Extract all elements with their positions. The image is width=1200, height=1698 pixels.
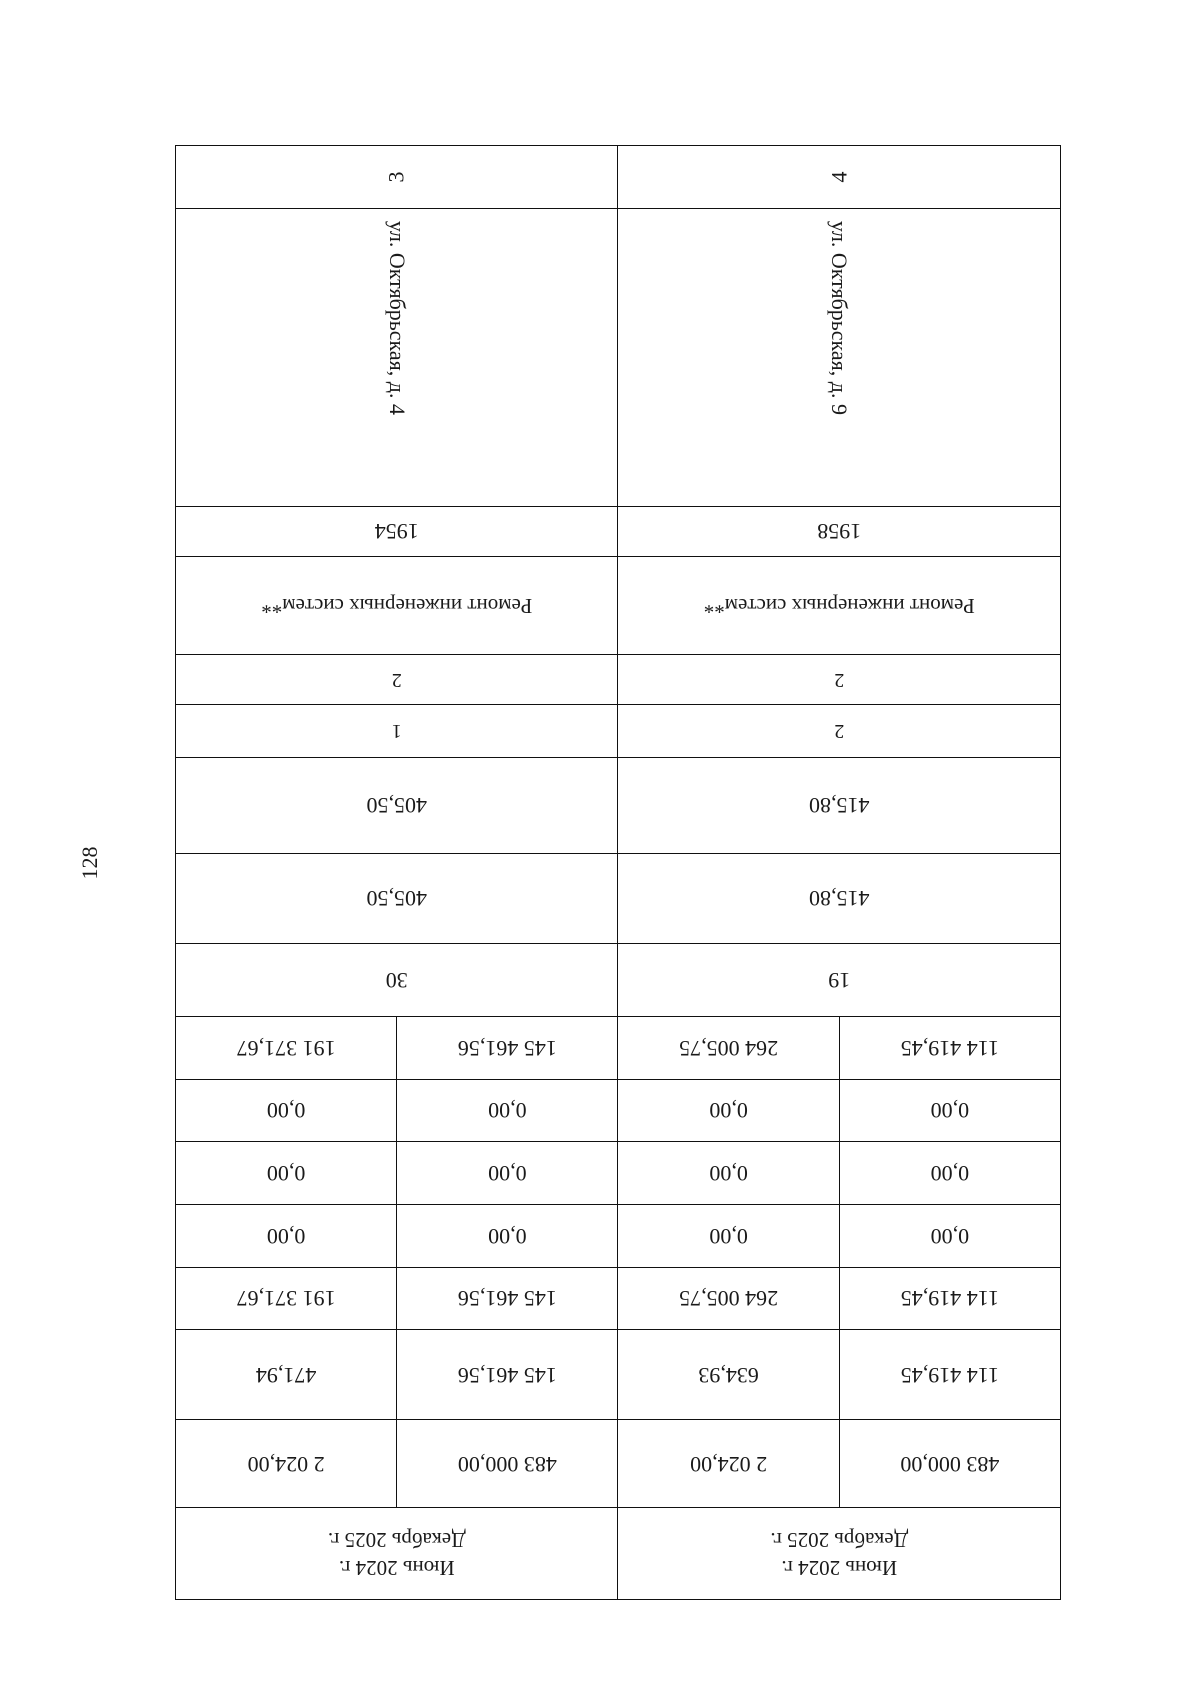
- value-cell: 264 005,75: [618, 1016, 839, 1079]
- period-row: [176, 1508, 1061, 1600]
- value-cell: 0,00: [176, 1204, 397, 1267]
- index-cell: 2: [176, 655, 619, 705]
- year-cell: 1958: [618, 506, 1061, 556]
- value-cell: 483 000,00: [397, 1420, 618, 1508]
- value-row-7: [176, 1420, 1061, 1508]
- value-cell: 0,00: [839, 1142, 1060, 1205]
- value-cell: 0,00: [397, 1079, 618, 1142]
- page-number: 128: [77, 846, 102, 880]
- address-cell: ул. Октябрьская, д. 4: [176, 208, 619, 506]
- count-row: [176, 943, 1061, 1016]
- address-cell: ул. Октябрьская, д. 9: [618, 208, 1061, 506]
- value-cell: 191 371,67: [176, 1267, 397, 1330]
- value-row-2: [176, 1079, 1061, 1142]
- area-cell: 415,80: [618, 757, 1061, 853]
- area-cell: 405,50: [176, 757, 619, 853]
- value-row-3: [176, 1142, 1061, 1205]
- value-row-6: [176, 1330, 1061, 1420]
- col-a-row: [176, 655, 1061, 705]
- value-row-5: [176, 1267, 1061, 1330]
- value-row-4: [176, 1204, 1061, 1267]
- value-cell: 0,00: [618, 1079, 839, 1142]
- area-row-1: [176, 757, 1061, 853]
- value-cell: 114 419,45: [839, 1016, 1060, 1079]
- value-cell: 264 005,75: [618, 1267, 839, 1330]
- value-cell: 114 419,45: [839, 1267, 1060, 1330]
- work-type-cell: Ремонт инженерных систем**: [618, 556, 1061, 654]
- value-cell: 471,94: [176, 1330, 397, 1420]
- work-type-cell: Ремонт инженерных систем**: [176, 556, 619, 654]
- index-cell: 2: [618, 655, 1061, 705]
- area-row-2: [176, 853, 1061, 943]
- value-cell: 2 024,00: [618, 1420, 839, 1508]
- rotated-table-container: [175, 145, 1061, 1600]
- area-cell: 405,50: [176, 853, 619, 943]
- value-cell: 634,93: [618, 1330, 839, 1420]
- col-b-row: [176, 705, 1061, 757]
- value-cell: 0,00: [839, 1204, 1060, 1267]
- value-cell: 0,00: [176, 1079, 397, 1142]
- value-cell: 483 000,00: [839, 1420, 1060, 1508]
- work-type-row: [176, 556, 1061, 654]
- row-number-cell: 3: [176, 146, 619, 209]
- index-cell: 1: [176, 705, 619, 757]
- index-cell: 2: [618, 705, 1061, 757]
- value-cell: 114 419,45: [839, 1330, 1060, 1420]
- year-row: [176, 506, 1061, 556]
- value-cell: 2 024,00: [176, 1420, 397, 1508]
- area-cell: 415,80: [618, 853, 1061, 943]
- value-cell: 145 461,56: [397, 1330, 618, 1420]
- count-cell: 19: [618, 943, 1061, 1016]
- value-cell: 145 461,56: [397, 1016, 618, 1079]
- value-cell: 145 461,56: [397, 1267, 618, 1330]
- value-row-1: [176, 1016, 1061, 1079]
- repair-schedule-table: [175, 145, 1061, 1600]
- value-cell: 0,00: [618, 1142, 839, 1205]
- value-cell: 191 371,67: [176, 1016, 397, 1079]
- address-row: [176, 208, 1061, 506]
- period-cell: Июнь 2024 г. Декабрь 2025 г.: [176, 1508, 619, 1600]
- number-row: [176, 146, 1061, 209]
- value-cell: 0,00: [397, 1142, 618, 1205]
- count-cell: 30: [176, 943, 619, 1016]
- value-cell: 0,00: [397, 1204, 618, 1267]
- row-number-cell: 4: [618, 146, 1061, 209]
- year-cell: 1954: [176, 506, 619, 556]
- value-cell: 0,00: [618, 1204, 839, 1267]
- value-cell: 0,00: [176, 1142, 397, 1205]
- period-cell: Июнь 2024 г. Декабрь 2025 г.: [618, 1508, 1061, 1600]
- value-cell: 0,00: [839, 1079, 1060, 1142]
